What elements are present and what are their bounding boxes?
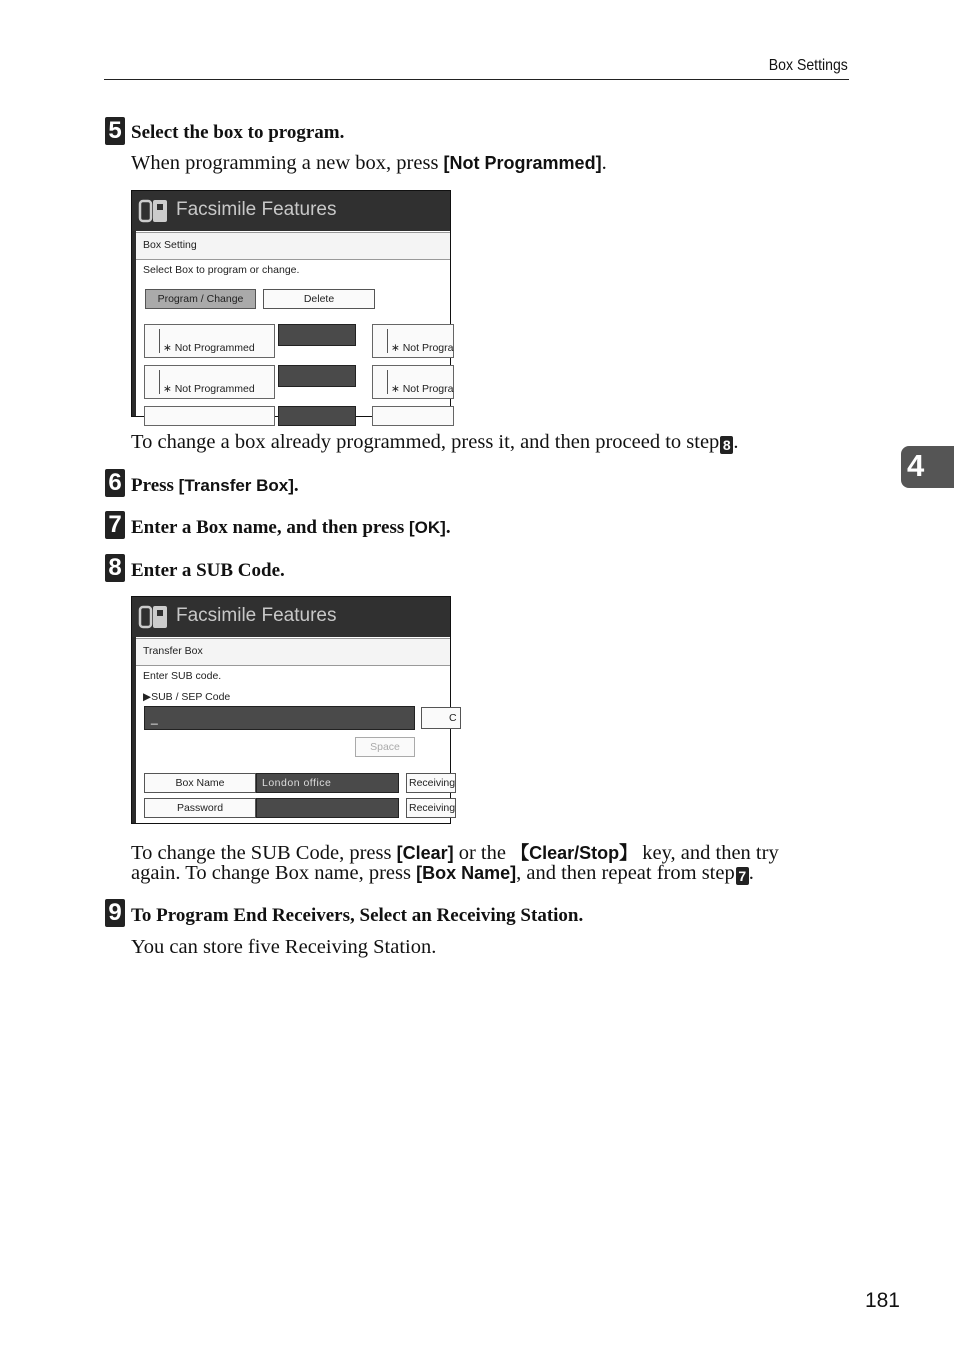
instruction-text: Select Box to program or change.: [143, 264, 300, 276]
box-slot-5[interactable]: [144, 406, 275, 426]
delete-button[interactable]: Delete: [263, 289, 375, 309]
step-5-followup: [131, 431, 738, 454]
line1-c: key, and then try: [637, 842, 779, 864]
line2-end: .: [748, 862, 754, 884]
slot-label: ∗ Not Progra: [391, 383, 454, 395]
box-name-button[interactable]: Box Name: [144, 773, 256, 793]
line2-b: , and then repeat from step: [516, 862, 735, 884]
sub-code-input[interactable]: [144, 706, 415, 730]
screen-title: Facsimile Features: [176, 199, 337, 220]
password-value: [256, 798, 399, 818]
step-6-text: Press: [131, 475, 179, 496]
screen-title-bar: [132, 597, 450, 637]
program-change-button[interactable]: Program / Change: [145, 289, 256, 309]
running-header: Box Settings: [768, 57, 848, 74]
step-9-badge: 9: [105, 899, 125, 927]
box-name-display: [278, 406, 356, 426]
box-slot-4[interactable]: [372, 365, 454, 399]
screen-title-bar: [132, 191, 450, 231]
transfer-box-key-ref: [Transfer Box]: [178, 476, 294, 495]
screen-panel: [136, 637, 457, 823]
page-number: 181: [864, 1289, 900, 1312]
step-5-text: [131, 152, 607, 175]
step-7-badge: 7: [105, 511, 125, 539]
instruction-text: Enter SUB code.: [143, 670, 222, 682]
transfer-box-screen: [131, 596, 457, 824]
header-rule: [104, 79, 849, 80]
box-slot-1[interactable]: [144, 324, 275, 358]
box-slot-6[interactable]: [372, 406, 454, 426]
clear-stop-key-ref: 【Clear/Stop】: [511, 843, 638, 863]
line2-a: again. To change Box name, press: [131, 862, 417, 884]
step-8-line-2: [131, 862, 754, 885]
box-name-value: [256, 773, 399, 793]
password-button[interactable]: Password: [144, 798, 256, 818]
facsimile-icon: [139, 199, 169, 223]
transfer-box-label: Transfer Box: [143, 645, 203, 657]
step-6-heading: [131, 475, 299, 497]
box-name-key-ref: [Box Name]: [416, 863, 517, 883]
slot-label: ∗ Not Progra: [391, 342, 454, 354]
step-9-text: You can store five Receiving Station.: [131, 936, 437, 958]
transfer-box-bar: [136, 638, 450, 666]
sub-sep-code-label: ▶SUB / SEP Code: [143, 691, 231, 703]
slot-divider: [159, 370, 160, 394]
clear-key-ref: [Clear]: [396, 843, 454, 863]
followup-text: To change a box already programmed, press it, and then proceed to step: [131, 431, 720, 453]
line1-b: or the: [453, 842, 512, 864]
text-cursor: _: [151, 711, 158, 725]
step-8-heading: Enter a SUB Code.: [131, 560, 285, 581]
step-7-heading: [131, 517, 451, 539]
slot-label: ∗ Not Programmed: [163, 342, 255, 354]
box-slot-2[interactable]: [372, 324, 454, 358]
facsimile-icon: [139, 605, 169, 629]
chapter-tab: [901, 446, 954, 488]
step-6-end: .: [293, 475, 299, 496]
step-7-end: .: [445, 517, 451, 538]
followup-end: .: [733, 431, 739, 453]
step-7-text: Enter a Box name, and then press: [131, 517, 409, 538]
step-9-heading: To Program End Receivers, Select an Receiving Station.: [131, 905, 584, 926]
slot-divider: [387, 370, 388, 394]
box-name-text: London office: [262, 777, 332, 789]
slot-label: ∗ Not Programmed: [163, 383, 255, 395]
box-setting-bar: [136, 232, 450, 260]
box-name-display: [278, 324, 356, 346]
receiving-button-2[interactable]: Receiving: [406, 798, 456, 818]
ok-key-ref: [OK]: [409, 518, 446, 537]
receiving-button-1[interactable]: Receiving: [406, 773, 456, 793]
step-ref-8: 8: [720, 436, 733, 454]
clear-button[interactable]: C: [421, 707, 461, 729]
chapter-number: 4: [907, 448, 925, 483]
box-slot-3[interactable]: [144, 365, 275, 399]
slot-divider: [387, 329, 388, 353]
step-5-text-end: .: [601, 152, 607, 174]
step-8-badge: 8: [105, 554, 125, 582]
step-5-badge: 5: [105, 117, 125, 145]
screen-title: Facsimile Features: [176, 605, 337, 626]
space-button[interactable]: Space: [355, 737, 415, 757]
step-5-text-a: When programming a new box, press: [131, 152, 444, 174]
box-name-display: [278, 365, 356, 387]
screen-panel: [136, 231, 454, 416]
not-programmed-key-ref: [Not Programmed]: [443, 153, 602, 173]
box-setting-label: Box Setting: [143, 239, 197, 251]
step-ref-7: 7: [736, 867, 749, 885]
slot-divider: [159, 329, 160, 353]
line1-a: To change the SUB Code, press: [131, 842, 397, 864]
step-5-heading: Select the box to program.: [131, 122, 345, 143]
box-setting-screen: [131, 190, 454, 417]
step-6-badge: 6: [105, 469, 125, 497]
